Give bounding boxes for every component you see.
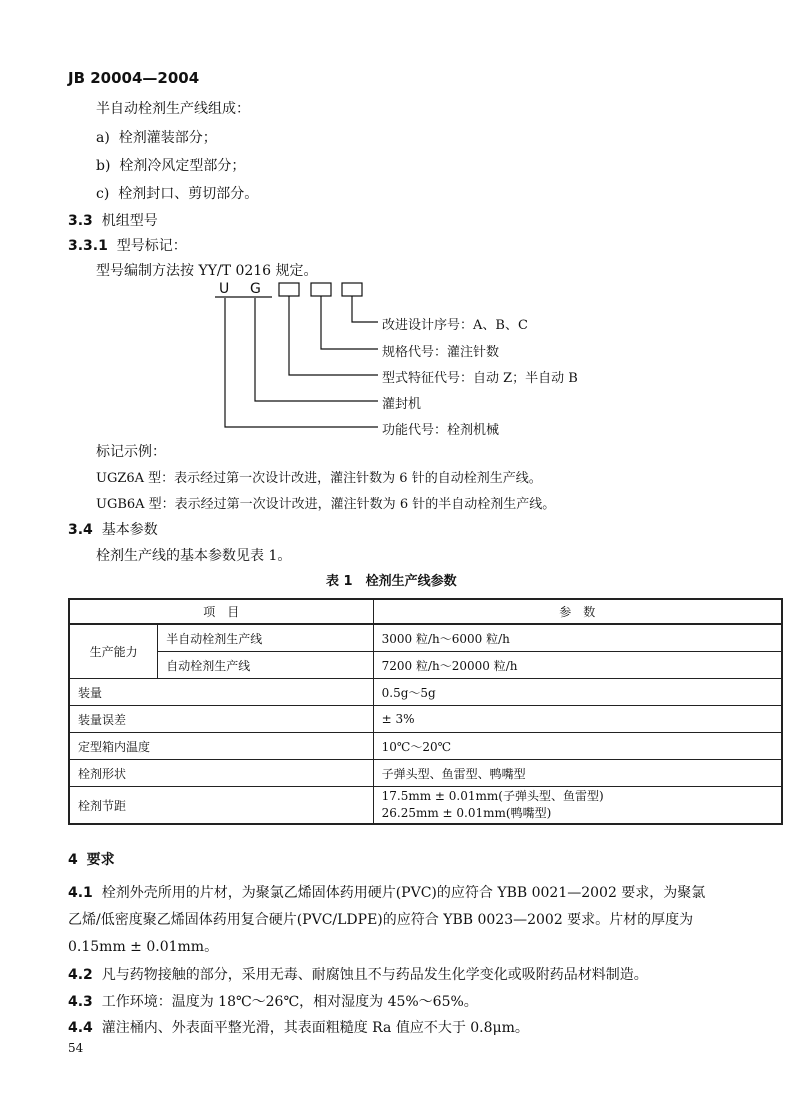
label-function: 功能代号：栓剂机械 <box>382 423 500 438</box>
row-value: 子弹头型、鱼雷型、鸭嘴型 <box>373 760 782 787</box>
table-header-row <box>69 599 782 624</box>
row-label: 定型箱内温度 <box>69 733 373 760</box>
section-3-4-heading <box>68 519 158 539</box>
capacity-sub-label: 半自动栓剂生产线 <box>158 624 373 652</box>
list-marker: c) <box>96 186 110 202</box>
section-title: 要求 <box>86 852 115 868</box>
table-caption: 表 1 栓剂生产线参数 <box>326 574 457 589</box>
capacity-value: 3000 粒/h～6000 粒/h <box>373 624 782 652</box>
row-value: ± 3% <box>373 706 782 733</box>
clause-4-4 <box>68 1017 529 1037</box>
table-row <box>69 624 782 652</box>
box-3 <box>342 283 362 296</box>
clause-text: 栓剂外壳所用的片材，为聚氯乙烯固体药用硬片(PVC)的应符合 YBB 0021—2002 要求，为聚氯 <box>101 885 706 901</box>
list-marker: b) <box>96 158 111 174</box>
list-marker: a) <box>96 130 110 146</box>
clause-text: 工作环境：温度为 18℃～26℃，相对湿度为 45%～65%。 <box>101 994 478 1010</box>
leader-improvement <box>352 296 378 322</box>
pitch-value-2: 26.25mm ± 0.01mm(鸭嘴型) <box>381 806 552 820</box>
row-value: 0.5g～5g <box>373 679 782 706</box>
intro-line: 半自动栓剂生产线组成： <box>96 101 250 117</box>
clause-number: 4.4 <box>68 1020 93 1036</box>
list-item-c <box>96 183 258 203</box>
clause-text: 灌注桶内、外表面平整光滑，其表面粗糙度 Ra 值应不大于 0.8μm。 <box>101 1020 529 1036</box>
clause-4-1-line-3: 0.15mm ± 0.01mm。 <box>68 939 219 955</box>
clause-4-1-line-2: 乙烯/低密度聚乙烯固体药用复合硬片(PVC/LDPE)的应符合 YBB 0023—2002 要求。片材的厚度为 <box>68 912 694 928</box>
section-3-3-heading <box>68 210 158 230</box>
label-machine: 灌封机 <box>382 397 422 412</box>
clause-number: 4.2 <box>68 967 93 983</box>
clause-text: 凡与药物接触的部分，采用无毒、耐腐蚀且不与药品发生化学变化或吸附药品材料制造。 <box>101 967 648 983</box>
row-label: 栓剂节距 <box>69 787 373 825</box>
example-line-1: UGZ6A 型：表示经过第一次设计改进，灌注针数为 6 针的自动栓剂生产线。 <box>96 471 542 486</box>
section-number: 3.4 <box>68 522 93 538</box>
clause-number: 4.1 <box>68 885 93 901</box>
list-text: 栓剂冷风定型部分； <box>119 158 246 174</box>
parameter-table <box>68 598 783 825</box>
table-row <box>69 733 782 760</box>
clause-number: 4.3 <box>68 994 93 1010</box>
box-2 <box>311 283 331 296</box>
list-item-a <box>96 127 217 147</box>
row-label: 装量误差 <box>69 706 373 733</box>
model-code-diagram <box>200 280 540 440</box>
section-number: 4 <box>68 852 78 868</box>
section-3-4-body: 栓剂生产线的基本参数见表 1。 <box>96 548 292 564</box>
section-title: 机组型号 <box>101 213 158 229</box>
table-row <box>69 679 782 706</box>
section-title: 基本参数 <box>101 522 158 538</box>
leader-type <box>289 296 378 375</box>
clause-4-2 <box>68 964 648 984</box>
model-letter-g: G <box>250 281 261 297</box>
capacity-value: 7200 粒/h～20000 粒/h <box>373 652 782 679</box>
section-title: 型号标记： <box>116 238 187 254</box>
leader-function <box>225 298 378 427</box>
table-row <box>69 787 782 825</box>
section-4-heading <box>68 849 115 869</box>
section-number: 3.3 <box>68 213 93 229</box>
box-1 <box>279 283 299 296</box>
header-item: 项 目 <box>69 599 373 624</box>
label-type: 型式特征代号：自动 Z；半自动 B <box>382 371 578 386</box>
row-label: 栓剂形状 <box>69 760 373 787</box>
example-heading: 标记示例： <box>96 444 166 460</box>
table-row <box>69 760 782 787</box>
clause-4-1 <box>68 882 705 902</box>
pitch-value-1: 17.5mm ± 0.01mm(子弹头型、鱼雷型) <box>381 789 604 803</box>
row-value <box>373 787 782 825</box>
label-improvement: 改进设计序号：A、B、C <box>382 318 528 333</box>
section-number: 3.3.1 <box>68 238 108 254</box>
section-3-3-1-body: 型号编制方法按 YY/T 0216 规定。 <box>96 263 318 279</box>
table-row <box>69 706 782 733</box>
label-spec: 规格代号：灌注针数 <box>382 345 500 360</box>
row-value: 10℃～20℃ <box>373 733 782 760</box>
list-text: 栓剂封口、剪切部分。 <box>118 186 259 202</box>
page-number: 54 <box>68 1041 84 1055</box>
header-param: 参 数 <box>373 599 782 624</box>
clause-4-3 <box>68 991 478 1011</box>
capacity-sub-label: 自动栓剂生产线 <box>158 652 373 679</box>
model-letter-u: U <box>219 281 230 297</box>
list-text: 栓剂灌装部分； <box>118 130 217 146</box>
capacity-label: 生产能力 <box>69 624 158 679</box>
doc-id: JB 20004—2004 <box>68 69 200 87</box>
list-item-b <box>96 155 245 175</box>
table-row <box>69 652 782 679</box>
row-label: 装量 <box>69 679 373 706</box>
example-line-2: UGB6A 型：表示经过第一次设计改进，灌注针数为 6 针的半自动栓剂生产线。 <box>96 497 556 512</box>
section-3-3-1-heading <box>68 235 187 255</box>
